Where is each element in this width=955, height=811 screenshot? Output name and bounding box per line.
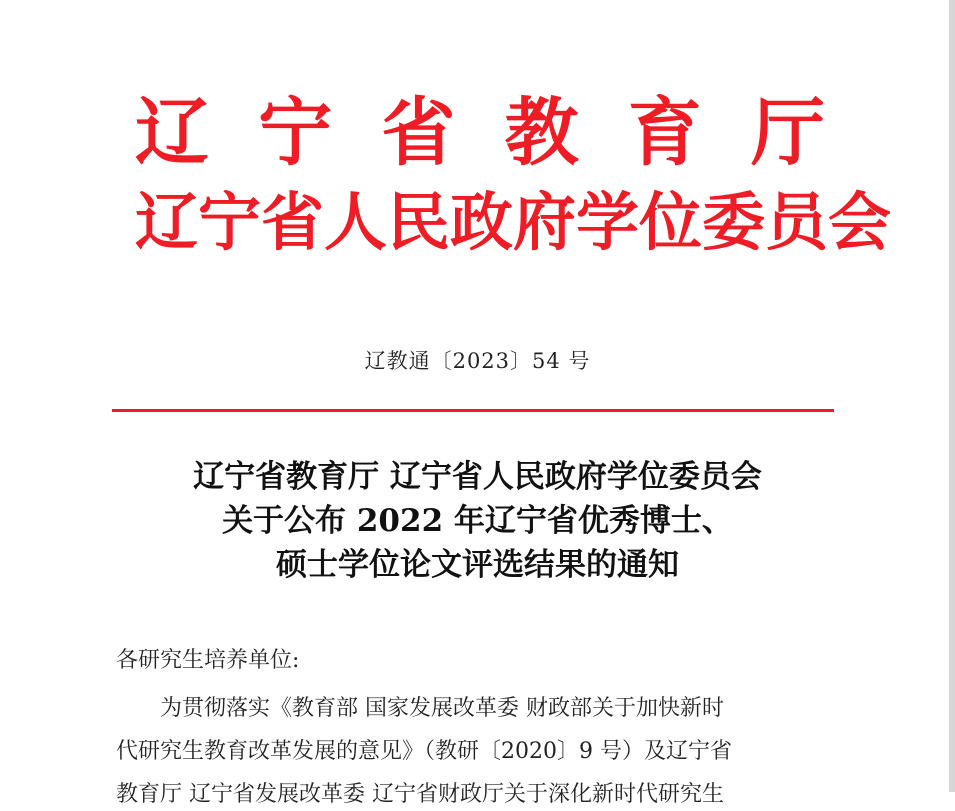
header-char: 府 bbox=[513, 185, 576, 259]
document-number: 辽教通〔2023〕54 号 bbox=[364, 349, 591, 373]
page-edge-scrollbar bbox=[949, 0, 955, 792]
header-char: 省 bbox=[261, 185, 324, 259]
header-char: 辽 bbox=[135, 185, 198, 259]
body-text-line: 代研究生教育改革发展的意见》（教研〔2020〕9 号）及辽宁省 bbox=[116, 739, 732, 764]
header-char: 人 bbox=[324, 185, 387, 259]
header-char: 会 bbox=[828, 185, 891, 259]
header-char: 委 bbox=[702, 185, 765, 259]
header-char: 民 bbox=[387, 185, 450, 259]
header-char: 育 bbox=[627, 90, 702, 176]
salutation: 各研究生培养单位: bbox=[116, 648, 300, 673]
header-char: 位 bbox=[639, 185, 702, 259]
header-char: 宁 bbox=[258, 90, 333, 176]
body-text-line: 教育厅 辽宁省发展改革委 辽宁省财政厅关于深化新时代研究生 bbox=[116, 782, 724, 807]
title-line-2: 关于公布 2022 年辽宁省优秀博士、 bbox=[222, 503, 733, 539]
header-char: 学 bbox=[576, 185, 639, 259]
header-char: 教 bbox=[504, 90, 579, 176]
issuing-authority-line-1 bbox=[135, 88, 825, 178]
red-divider-line bbox=[112, 409, 834, 412]
title-line-1: 辽宁省教育厅 辽宁省人民政府学位委员会 bbox=[193, 459, 762, 495]
issuing-authority-line-2 bbox=[135, 182, 891, 262]
header-char: 厅 bbox=[750, 90, 825, 176]
header-char: 宁 bbox=[198, 185, 261, 259]
document-title bbox=[0, 455, 955, 587]
header-char: 政 bbox=[450, 185, 513, 259]
title-line-3: 硕士学位论文评选结果的通知 bbox=[276, 547, 679, 583]
body-text-line: 为贯彻落实《教育部 国家发展改革委 财政部关于加快新时 bbox=[160, 696, 724, 721]
header-char: 省 bbox=[381, 90, 456, 176]
header-char: 员 bbox=[765, 185, 828, 259]
header-char: 辽 bbox=[135, 90, 209, 176]
